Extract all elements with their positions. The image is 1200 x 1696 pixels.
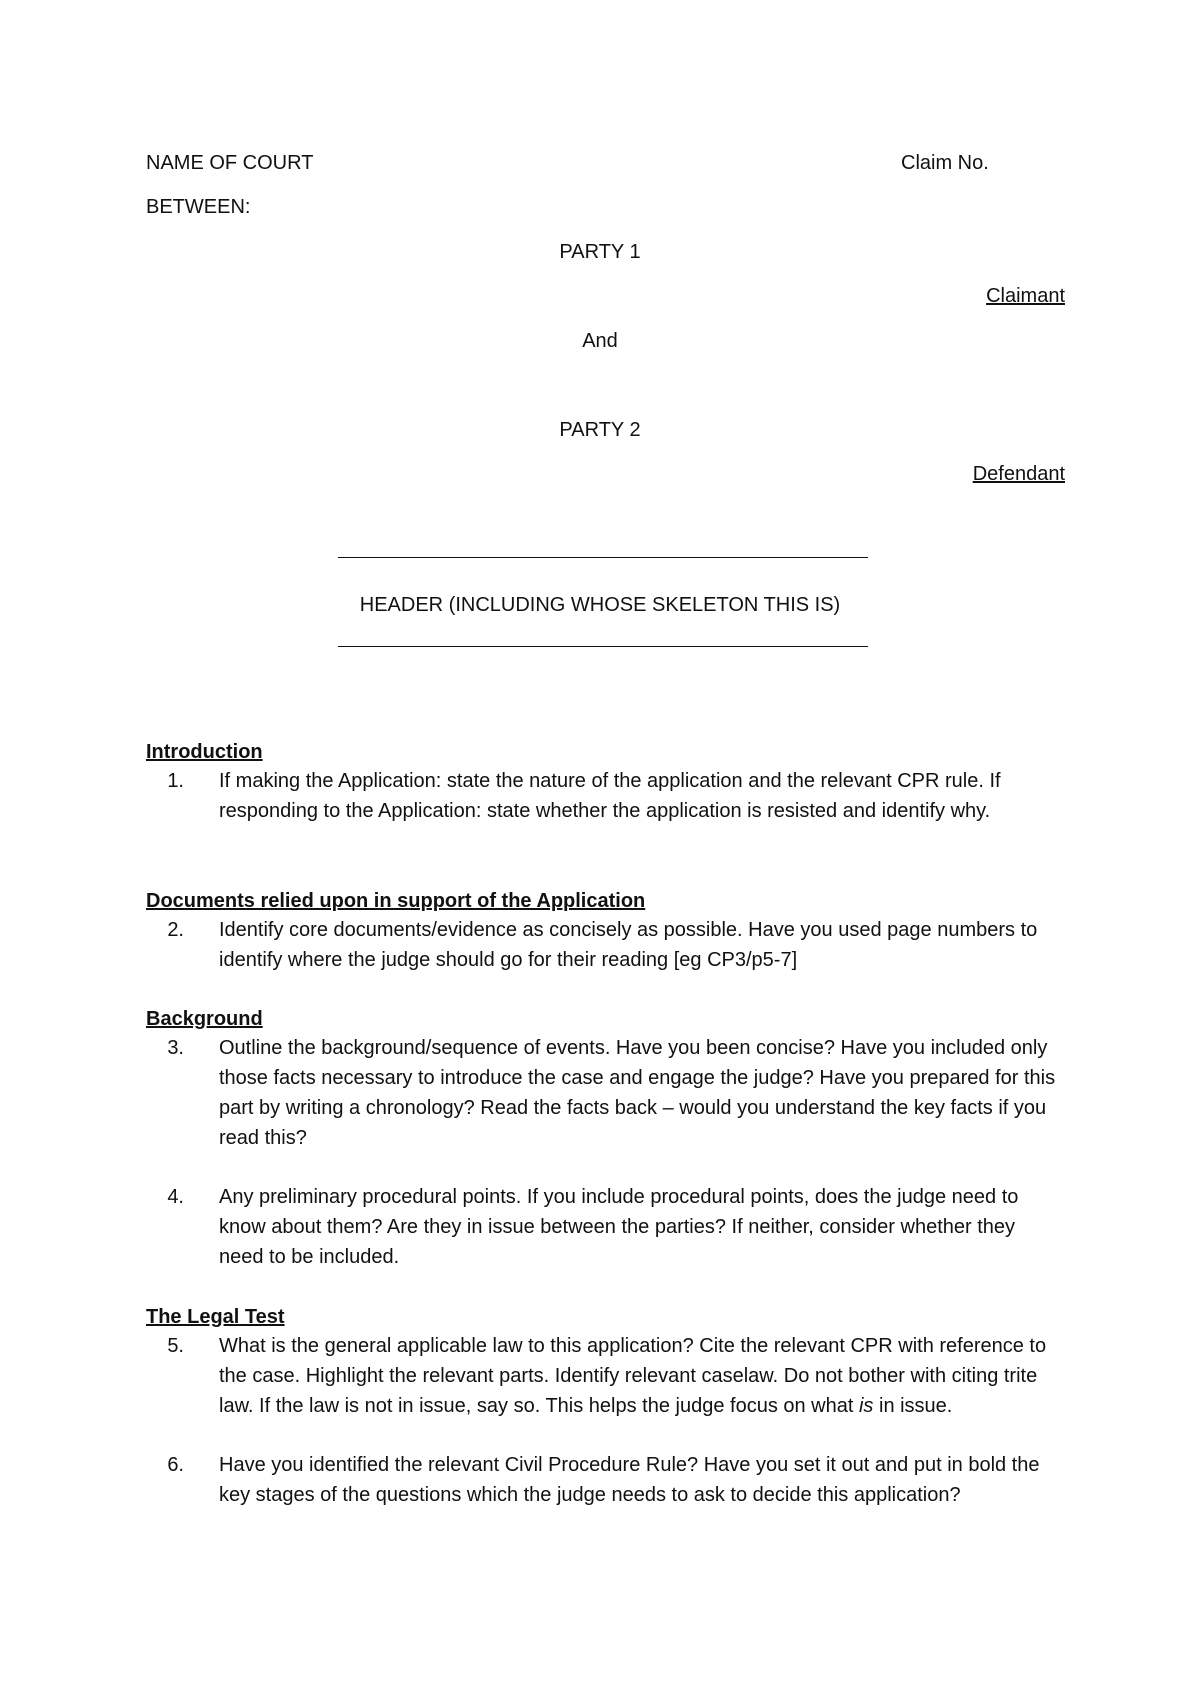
section-documents-title: Documents relied upon in support of the Application — [146, 890, 646, 912]
section-legal-test-title: The Legal Test — [146, 1306, 285, 1328]
item-text: Identify core documents/evidence as concisely as possible. Have you used page numbers to identify where the judge should go for their reading [eg CP3/p5-7] — [219, 919, 1038, 971]
item-text-emphasis: is — [858, 1395, 874, 1417]
item-text-part: in issue. — [873, 1395, 953, 1417]
item-text-part: What is the general applicable law to this application? Cite the relevant CPR with reference to the case. Highlight the relevant parts. Identify relevant caselaw. Do not bother with citing trite law. If the law is not in issue, say so. This helps the judge focus on what — [219, 1335, 1047, 1417]
item-text: Any preliminary procedural points. If you include procedural points, does the judge need to know about them? Are they in issue between the parties? If neither, consider whether they need to be included. — [219, 1186, 1019, 1268]
header-rule-bottom — [338, 646, 868, 647]
court-name: NAME OF COURT — [146, 152, 314, 174]
section-background-title: Background — [146, 1008, 263, 1030]
and-label: And — [582, 330, 618, 352]
between-label: BETWEEN: — [146, 196, 251, 218]
list-item — [146, 1331, 1066, 1421]
list-item — [146, 1033, 1066, 1153]
item-text — [219, 1331, 1059, 1421]
claim-number: Claim No. — [901, 152, 989, 174]
document-header: HEADER (INCLUDING WHOSE SKELETON THIS IS) — [359, 594, 841, 616]
list-item — [146, 915, 1066, 975]
item-number: 4. — [167, 1186, 184, 1208]
list-item — [146, 766, 1066, 826]
item-text: Outline the background/sequence of events. Have you been concise? Have you included only those facts necessary to introduce the case and engage the judge? Have you prepared for this part by writing a chronology? Read the facts back – would you understand the key facts if you read this? — [219, 1037, 1056, 1149]
claimant-label: Claimant — [986, 285, 1065, 307]
section-introduction-title: Introduction — [146, 741, 263, 763]
defendant-label: Defendant — [972, 463, 1065, 485]
item-number: 6. — [167, 1454, 184, 1476]
item-number: 5. — [167, 1335, 184, 1357]
item-text: If making the Application: state the nature of the application and the relevant CPR rule. If responding to the Application: state whether the application is resisted and identify why. — [219, 770, 1001, 822]
list-item — [146, 1182, 1066, 1272]
party-1: PARTY 1 — [559, 241, 641, 263]
header-rule-top — [338, 557, 868, 558]
item-number: 3. — [167, 1037, 184, 1059]
party-2: PARTY 2 — [559, 419, 641, 441]
list-item — [146, 1450, 1066, 1510]
item-number: 2. — [167, 919, 184, 941]
item-text: Have you identified the relevant Civil Procedure Rule? Have you set it out and put in bold the key stages of the questions which the judge needs to ask to decide this application? — [219, 1454, 1040, 1506]
item-number: 1. — [167, 770, 184, 792]
